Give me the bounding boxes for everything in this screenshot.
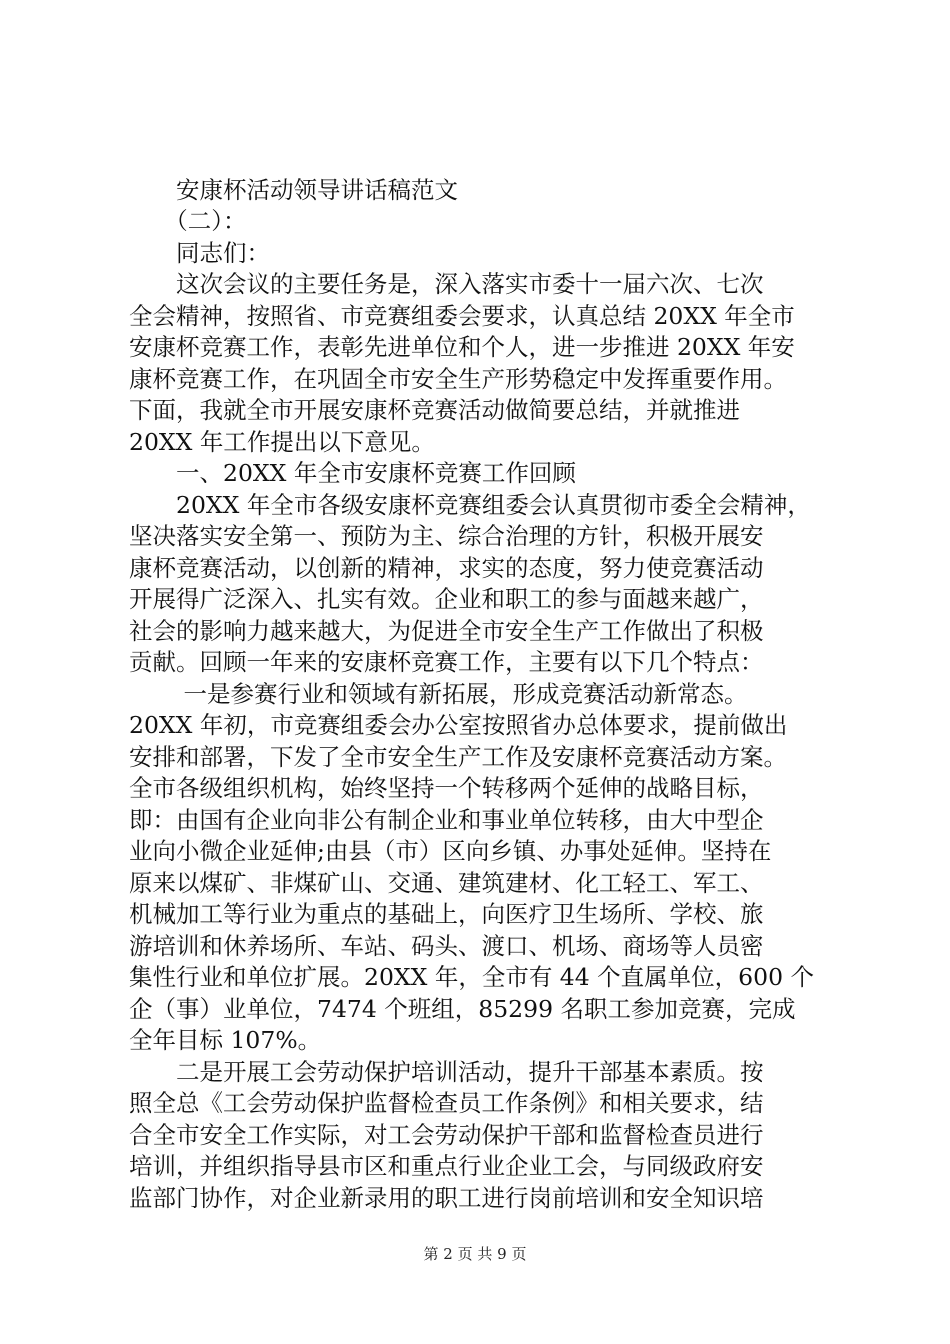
salutation: 同志们： xyxy=(129,239,270,267)
document-title: 安康杯活动领导讲话稿范文 xyxy=(129,176,458,204)
text-line: 游培训和休养场所、车站、码头、渡口、机场、商场等人员密 xyxy=(129,932,764,960)
section-heading: 一、20XX 年全市安康杯竞赛工作回顾 xyxy=(129,459,576,487)
text-line: 全会精神，按照省、市竞赛组委会要求，认真总结 20XX 年全市 xyxy=(129,302,795,330)
text-line: 坚决落实安全第一、预防为主、综合治理的方针，积极开展安 xyxy=(129,522,764,550)
text-line: 原来以煤矿、非煤矿山、交通、建筑建材、化工轻工、军工、 xyxy=(129,869,764,897)
text-line: 20XX 年工作提出以下意见。 xyxy=(129,428,435,456)
text-line: 一是参赛行业和领域有新拓展，形成竞赛活动新常态。 xyxy=(129,680,748,708)
text-line: 20XX 年初，市竞赛组委会办公室按照省办总体要求，提前做出 xyxy=(129,711,788,739)
text-line: 企（事）业单位，7474 个班组，85299 名职工参加竞赛，完成 xyxy=(129,995,796,1023)
text-line: 开展得广泛深入、扎实有效。企业和职工的参与面越来越广， xyxy=(129,585,764,613)
text-line: 业向小微企业延伸;由县（市）区向乡镇、办事处延伸。坚持在 xyxy=(129,837,772,865)
text-line: 全年目标 107%。 xyxy=(129,1026,322,1054)
text-line: 即：由国有企业向非公有制企业和事业单位转移，由大中型企 xyxy=(129,806,764,834)
page-footer: 第 2 页 共 9 页 xyxy=(423,1245,527,1263)
text-line: 集性行业和单位扩展。20XX 年，全市有 44 个直属单位，600 个 xyxy=(129,963,814,991)
text-line: 康杯竞赛工作，在巩固全市安全生产形势稳定中发挥重要作用。 xyxy=(129,365,787,393)
text-line: 贡献。回顾一年来的安康杯竞赛工作，主要有以下几个特点： xyxy=(129,648,764,676)
text-line: 社会的影响力越来越大，为促进全市安全生产工作做出了积极 xyxy=(129,617,764,645)
text-line: 安排和部署，下发了全市安全生产工作及安康杯竞赛活动方案。 xyxy=(129,743,787,771)
text-line: 下面，我就全市开展安康杯竞赛活动做简要总结，并就推进 xyxy=(129,396,740,424)
text-line: 康杯竞赛活动，以创新的精神，求实的态度，努力使竞赛活动 xyxy=(129,554,764,582)
text-line: 全市各级组织机构，始终坚持一个转移两个延伸的战略目标， xyxy=(129,774,764,802)
text-line: 培训，并组织指导县市区和重点行业企业工会，与同级政府安 xyxy=(129,1152,764,1180)
text-line: 照全总《工会劳动保护监督检查员工作条例》和相关要求，结 xyxy=(129,1089,764,1117)
text-line: 20XX 年全市各级安康杯竞赛组委会认真贯彻市委全会精神， xyxy=(129,491,811,519)
text-line: 合全市安全工作实际，对工会劳动保护干部和监督检查员进行 xyxy=(129,1121,764,1149)
document-subtitle: （二）： xyxy=(129,207,247,235)
text-line: 监部门协作，对企业新录用的职工进行岗前培训和安全知识培 xyxy=(129,1184,764,1212)
text-line: 这次会议的主要任务是，深入落实市委十一届六次、七次 xyxy=(129,270,764,298)
text-line: 机械加工等行业为重点的基础上，向医疗卫生场所、学校、旅 xyxy=(129,900,764,928)
text-line: 二是开展工会劳动保护培训活动，提升干部基本素质。按 xyxy=(129,1058,764,1086)
text-line: 安康杯竞赛工作，表彰先进单位和个人，进一步推进 20XX 年安 xyxy=(129,333,795,361)
